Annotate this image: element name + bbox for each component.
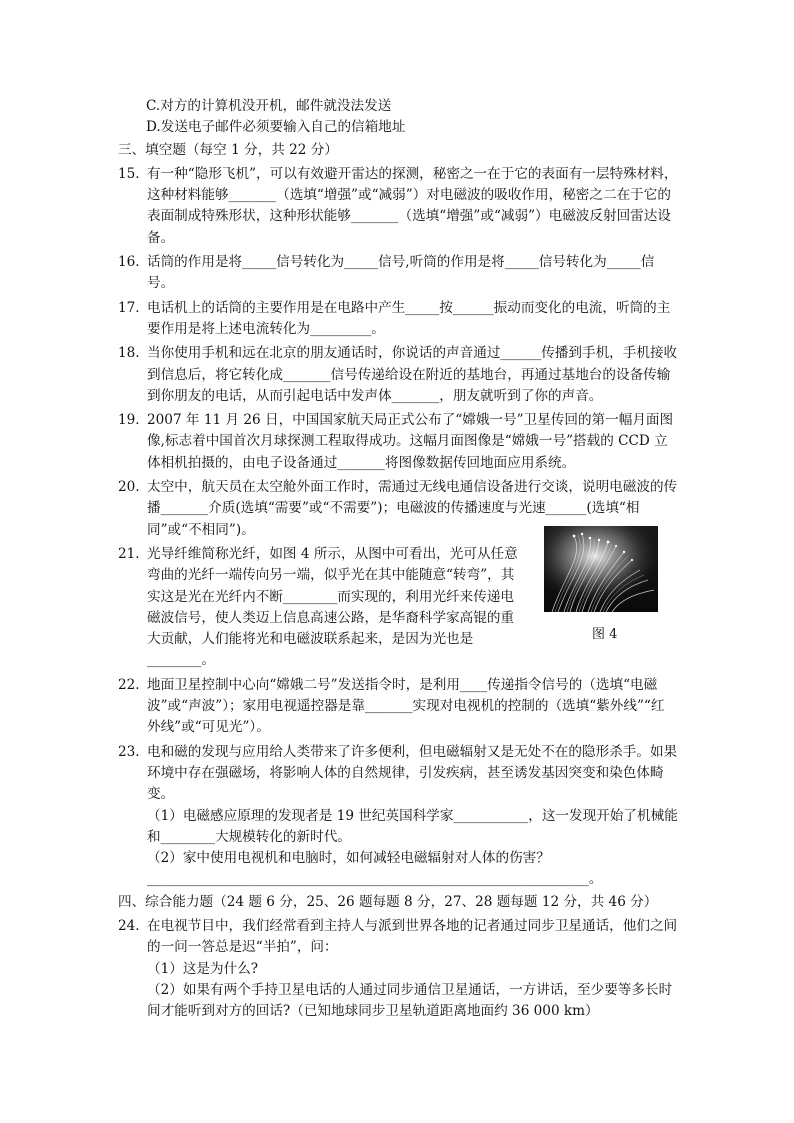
question-text: 地面卫星控制中心向“嫦娥二号”发送指令时，是利用____传递指令信号的（选填“电磁波”或“声波”）；家用电视遥控器是靠_______实现对电视机的控制的（选填“紫外线”“红外线”或“可见光”）。 [147,676,665,736]
question-15 [118,164,678,249]
question-number: 21. [118,545,140,562]
sub-question-1: （1）这是为什么? [147,960,259,977]
question-19 [118,410,678,474]
question-text: 2007 年 11 月 26 日，中国国家航天局正式公布了“嫦娥一号”卫星传回的第一幅月面图像,标志着中国首次月球探测工程取得成功。这幅月面图像是“嫦娥一号”搭载的 CCD 立体相机拍摄的，由电子设备通过_______将图像数据传回地面应用系统。 [147,412,674,471]
answer-line: _________________________________________________________________。 [147,871,603,888]
option-d: D.发送电子邮件必须要输入自己的信箱地址 [146,119,406,136]
question-text: 话筒的作用是将_____信号转化为_____信号,听筒的作用是将_____信号转化为_____信号。 [147,254,655,292]
optical-fiber-figure [544,526,658,612]
question-number: 16. [118,254,140,271]
sub-question-2: （2）家中使用电视机和电脑时，如何减轻电磁辐射对人体的伤害？ [147,850,550,867]
question-number: 22. [118,676,140,693]
question-23 [118,742,678,891]
question-text: 电话机上的话筒的主要作用是在电路中产生_____按______振动而变化的电流，听筒的主要作用是将上述电流转化为_________。 [147,299,671,337]
question-text: 在电视节目中，我们经常看到主持人与派到世界各地的记者通过同步卫星通话，他们之间的一问一答总是迟“半拍”，问： [147,917,678,956]
question-21 [118,544,525,672]
question-text: 电和磁的发现与应用给人类带来了许多便利，但电磁辐射又是无处不在的隐形杀手。如果环境中存在强磁场，将影响人体的自然规律，引发疾病，甚至诱发基因突变和染色体畸变。 [147,743,678,803]
question-number: 23. [118,743,140,760]
question-text: 有一种“隐形飞机”，可以有效避开雷达的探测，秘密之一在于它的表面有一层特殊材料，这种材料能够_______（选填“增强”或“减弱”）对电磁波的吸收作用，秘密之二在于它的表面制成特殊形状，这种形状能够_______（选填“增强”或“减弱”）电磁波反射回雷达设备。 [147,165,678,246]
option-c: C.对方的计算机没开机，邮件就没法发送 [146,98,392,114]
question-number: 15. [118,165,140,182]
question-number: 19. [118,412,140,429]
question-22 [118,675,678,739]
question-16 [118,252,678,295]
section-3-title: 三、填空题（每空 1 分，共 22 分） [118,141,338,158]
question-18 [118,343,678,407]
sub-question-1: （1）电磁感应原理的发现者是 19 世纪英国科学家___________，这一发现开始了机械能和________大规模转化的新时代。 [147,807,678,845]
question-number: 20. [118,479,140,496]
section-4-title: 四、综合能力题（24 题 6 分，25、26 题每题 8 分，27、28 题每题 12 分，共 46 分） [118,893,658,910]
question-number: 24. [118,917,140,934]
question-text: 太空中，航天员在太空舱外面工作时，需通过无线电通信设备进行交谈，说明电磁波的传播_______介质(选填“需要”或“不需要”)；电磁波的传播速度与光速______(选填“相同”或“不相同”)。 [147,479,678,538]
question-text: 光导纤维简称光纤，如图 4 所示，从图中可看出，光可从任意弯曲的光纤一端传向另一端，似乎光在其中能随意“转弯”，其实这是光在光纤内不断________而实现的，利用光纤来传递电磁波信号，使人类迈上信息高速公路，是华裔科学家高锟的重大贡献，人们能将光和电磁波联系起来，是因为光也是________。 [147,545,518,669]
question-24 [118,916,678,1022]
question-17 [118,298,678,341]
optical-fiber-image [544,526,658,612]
question-text: 当你使用手机和远在北京的朋友通话时，你说话的声音通过______传播到手机，手机接收到信息后，将它转化成_______信号传递给设在附近的基地台，再通过基地台的设备传输到你朋友的电话，从而引起电话中发声体_______，朋友就听到了你的声音。 [147,345,678,404]
figure-caption: 图 4 [592,627,618,642]
question-number: 17. [118,299,140,316]
question-number: 18. [118,345,140,362]
sub-question-2: （2）如果有两个手持卫星电话的人通过同步通信卫星通话，一方讲话，至少要等多长时间才能听到对方的回话?（已知地球同步卫星轨道距离地面约 36 000 km） [147,981,673,1020]
